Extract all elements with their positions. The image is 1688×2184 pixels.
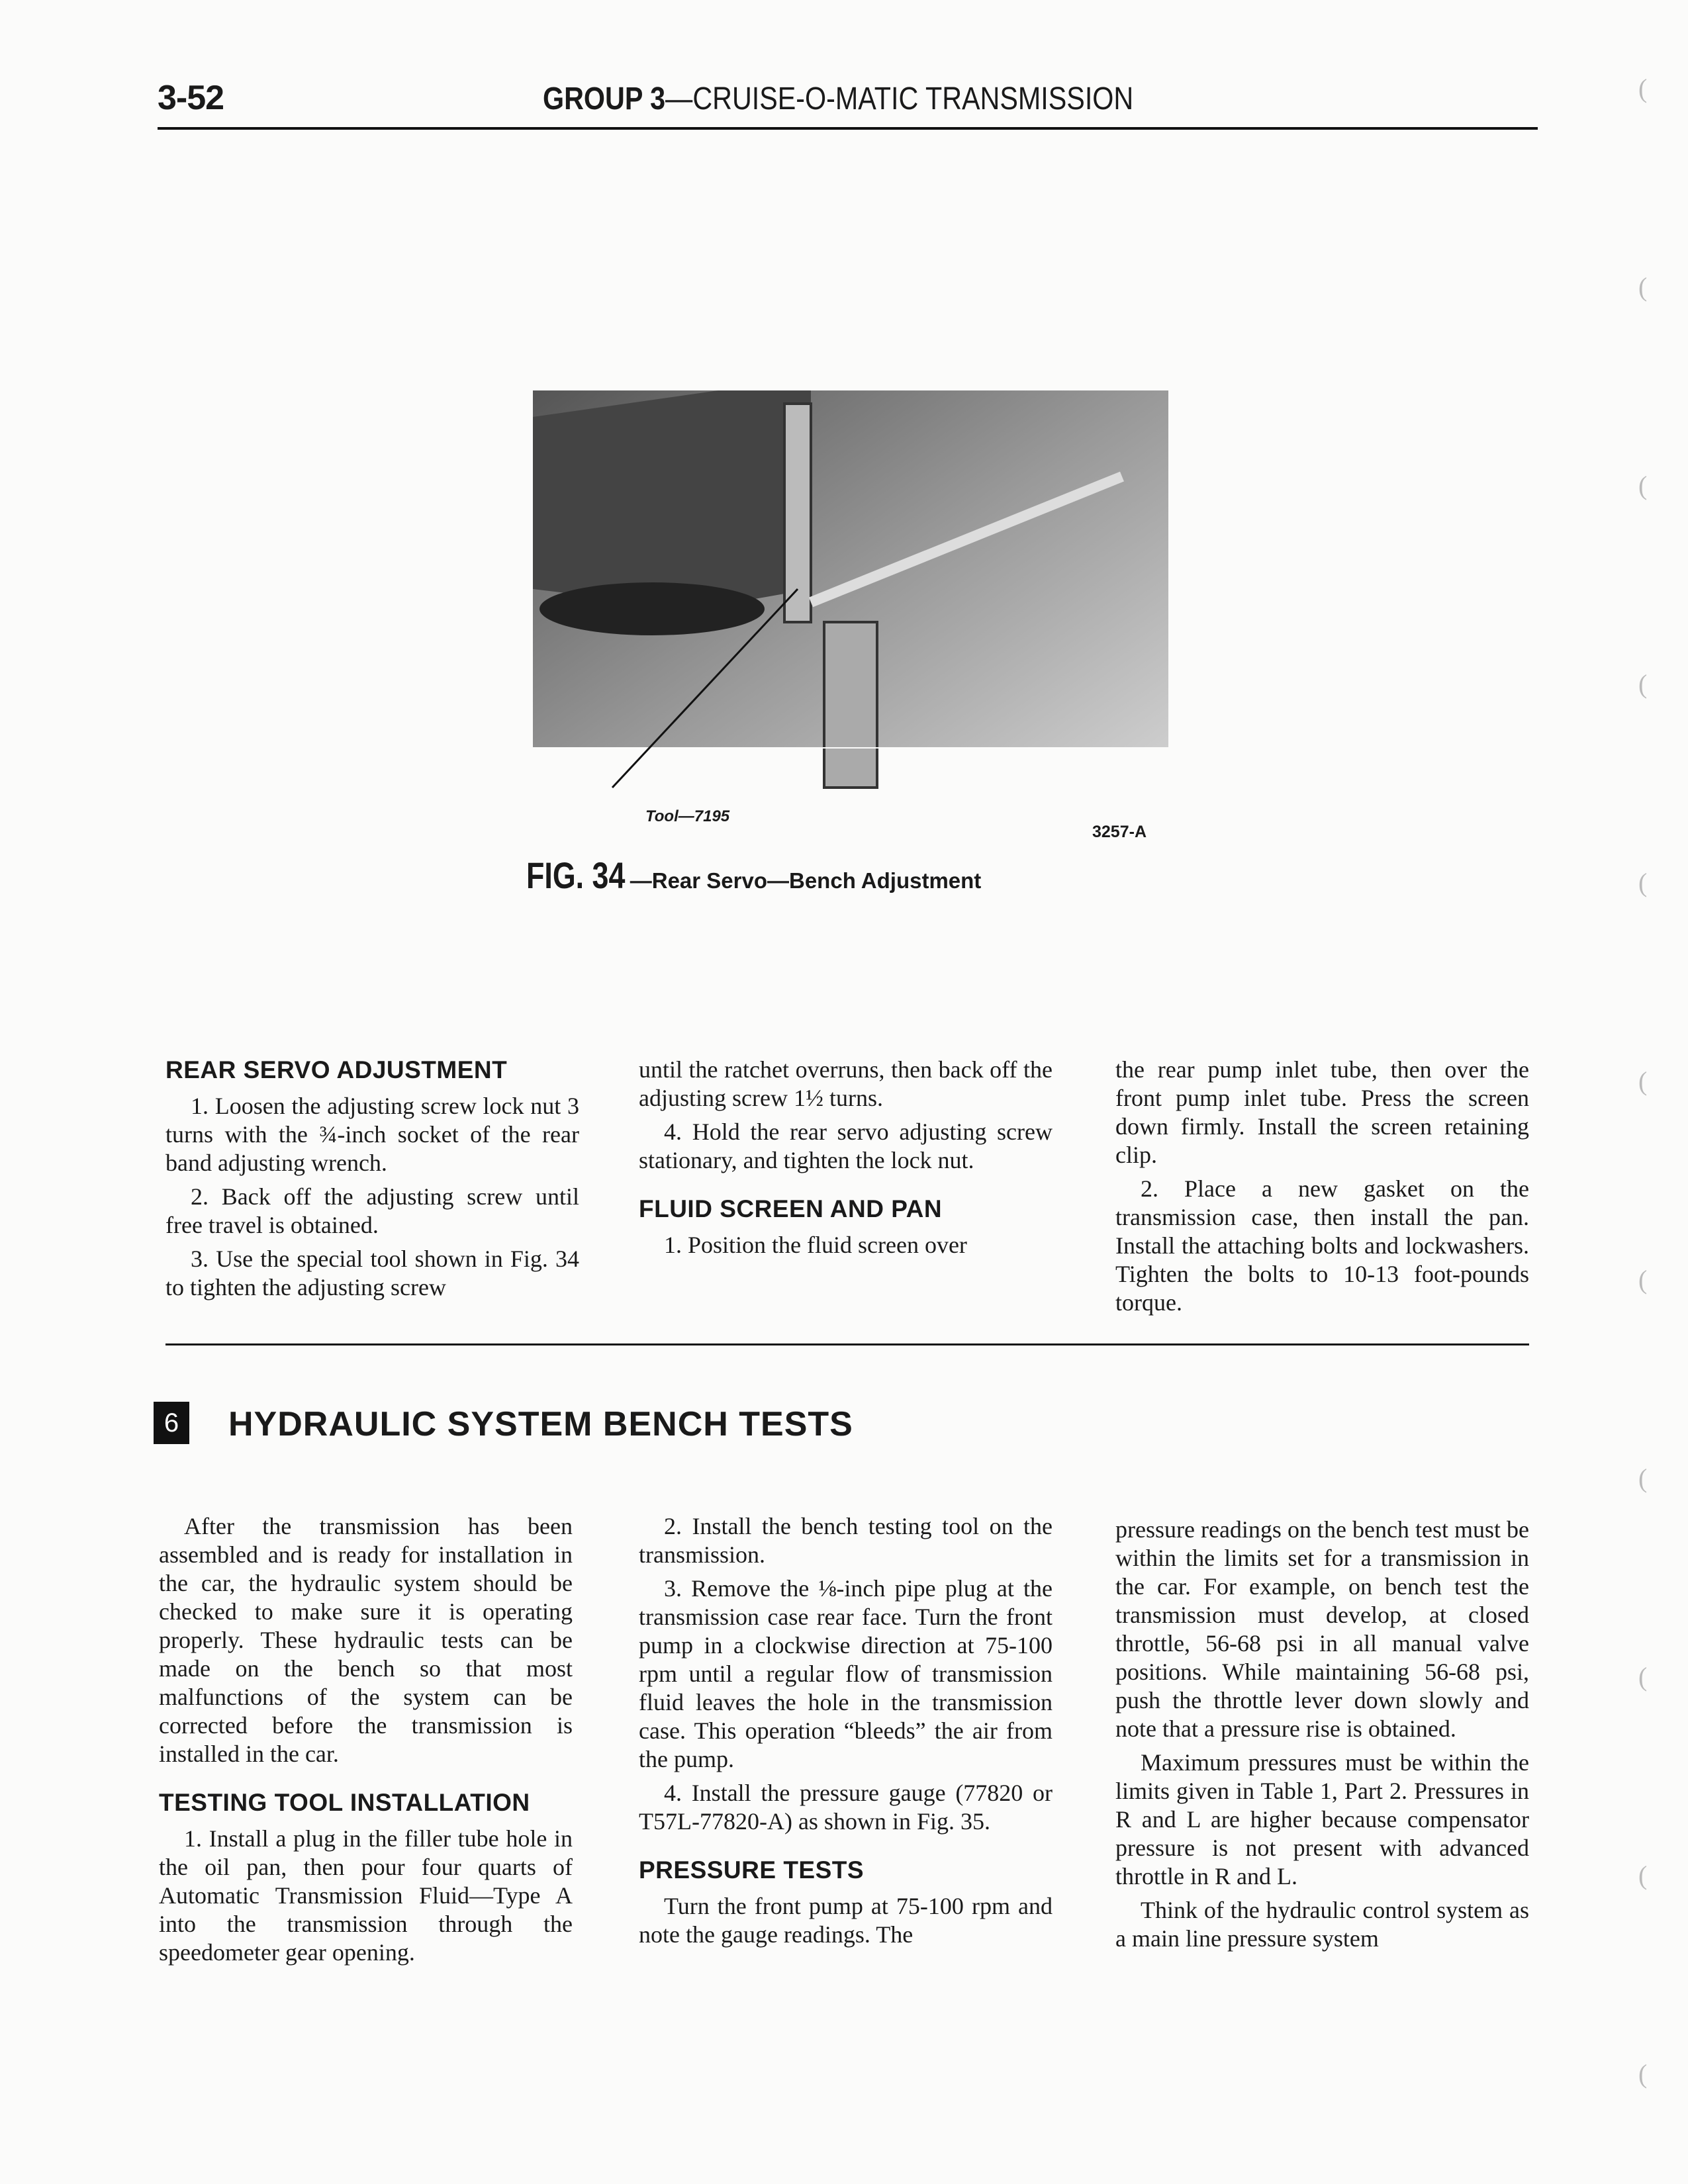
paragraph: Maximum pressures must be within the limits given in Table 1, Part 2. Pressures in R and L are higher because compensator pressure is not present with advanced throttle in R and L.	[1115, 1749, 1529, 1889]
section-title: HYDRAULIC SYSTEM BENCH TESTS	[228, 1405, 853, 1443]
upper-column-1	[165, 1056, 579, 1307]
binder-hole-mark: (	[1638, 669, 1648, 699]
page-title	[543, 81, 1133, 117]
step-paragraph: 2. Install the bench testing tool on the transmission.	[639, 1513, 1053, 1568]
lower-column-1	[159, 1512, 573, 1972]
section-heading: TESTING TOOL INSTALLATION	[159, 1789, 530, 1816]
step-paragraph: 1. Loosen the adjusting screw lock nut 3 turns with the ¾-inch socket of the rear band adjusting wrench.	[165, 1093, 579, 1176]
binder-hole-mark: (	[1638, 2059, 1648, 2089]
binder-hole-mark: (	[1638, 73, 1648, 103]
step-paragraph: 4. Install the pressure gauge (77820 or T57L-77820-A) as shown in Fig. 35.	[639, 1780, 1053, 1835]
title-text: —CRUISE-O-MATIC TRANSMISSION	[665, 81, 1134, 116]
paragraph: After the transmission has been assembled and is ready for installation in the car, the hydraulic system should be checked to make sure it is operating properly. These hydraulic tests can be made on the bench so that most malfunctions of the system can be corrected before the transmission is installed in the car.	[159, 1513, 573, 1767]
figure-number: FIG. 34	[526, 854, 626, 896]
paragraph: pressure readings on the bench test must be within the limits set for a transmission in the car. For example, on bench test the transmission must develop, at closed throttle, 56-68 psi in all manual valve positions. While maintaining 56-68 psi, push the throttle lever down slowly and note that a pressure rise is obtained.	[1115, 1516, 1529, 1742]
step-paragraph: the rear pump inlet tube, then over the front pump inlet tube. Press the screen down firmly. Install the screen retaining clip.	[1115, 1056, 1529, 1168]
step-paragraph: 4. Hold the rear servo adjusting screw stationary, and tighten the lock nut.	[639, 1118, 1053, 1173]
figure-caption	[526, 854, 981, 897]
binder-hole-mark: (	[1638, 1662, 1648, 1692]
binder-hole-mark: (	[1638, 1066, 1648, 1096]
paragraph: Turn the front pump at 75-100 rpm and note the gauge readings. The	[639, 1893, 1053, 1948]
binder-hole-mark: (	[1638, 1860, 1648, 1890]
paragraph: Think of the hydraulic control system as a main line pressure system	[1115, 1897, 1529, 1952]
group-label: GROUP 3	[543, 81, 666, 116]
section-heading: PRESSURE TESTS	[639, 1856, 865, 1884]
step-paragraph: 1. Install a plug in the filler tube hole in the oil pan, then pour four quarts of Automatic Transmission Fluid—Type A into the transmission through the speedometer gear opening.	[159, 1825, 573, 1966]
section-heading: FLUID SCREEN AND PAN	[639, 1195, 943, 1222]
binder-hole-mark: (	[1638, 868, 1648, 897]
binder-hole-mark: (	[1638, 471, 1648, 500]
step-paragraph: 3. Remove the ⅛-inch pipe plug at the transmission case rear face. Turn the front pump in a clockwise direction at 75-100 rpm until a regular flow of transmission fluid leaves the hole in the transmission case. This operation “bleeds” the air from the pump.	[639, 1575, 1053, 1772]
caption-text: —Rear Servo—Bench Adjustment	[630, 868, 982, 893]
step-paragraph: until the ratchet overruns, then back off the adjusting screw 1½ turns.	[639, 1056, 1053, 1111]
upper-column-2	[639, 1056, 1053, 1265]
step-paragraph: 2. Place a new gasket on the transmission case, then install the pan. Install the attaching bolts and lockwashers. Tighten the bolts to 10-13 foot-pounds torque.	[1115, 1175, 1529, 1316]
binder-hole-mark: (	[1638, 1463, 1648, 1493]
lower-column-2	[639, 1512, 1053, 1954]
step-paragraph: 3. Use the special tool shown in Fig. 34 to tighten the adjusting screw	[165, 1246, 579, 1300]
page-number: 3-52	[158, 79, 224, 117]
step-paragraph: 1. Position the fluid screen over	[664, 1232, 967, 1258]
lower-column-3	[1115, 1516, 1529, 1958]
binder-hole-mark: (	[1638, 1265, 1648, 1295]
section-heading: REAR SERVO ADJUSTMENT	[165, 1056, 508, 1083]
figure-code: 3257-A	[1092, 823, 1147, 841]
tool-label: Tool—7195	[645, 807, 730, 825]
figure-photo	[533, 390, 1168, 824]
binder-hole-mark: (	[1638, 272, 1648, 302]
section-rule	[165, 1343, 1529, 1345]
upper-column-3	[1115, 1056, 1529, 1322]
header-rule	[158, 127, 1538, 130]
section-number-badge: 6	[154, 1402, 189, 1444]
step-paragraph: 2. Back off the adjusting screw until free travel is obtained.	[165, 1183, 579, 1238]
